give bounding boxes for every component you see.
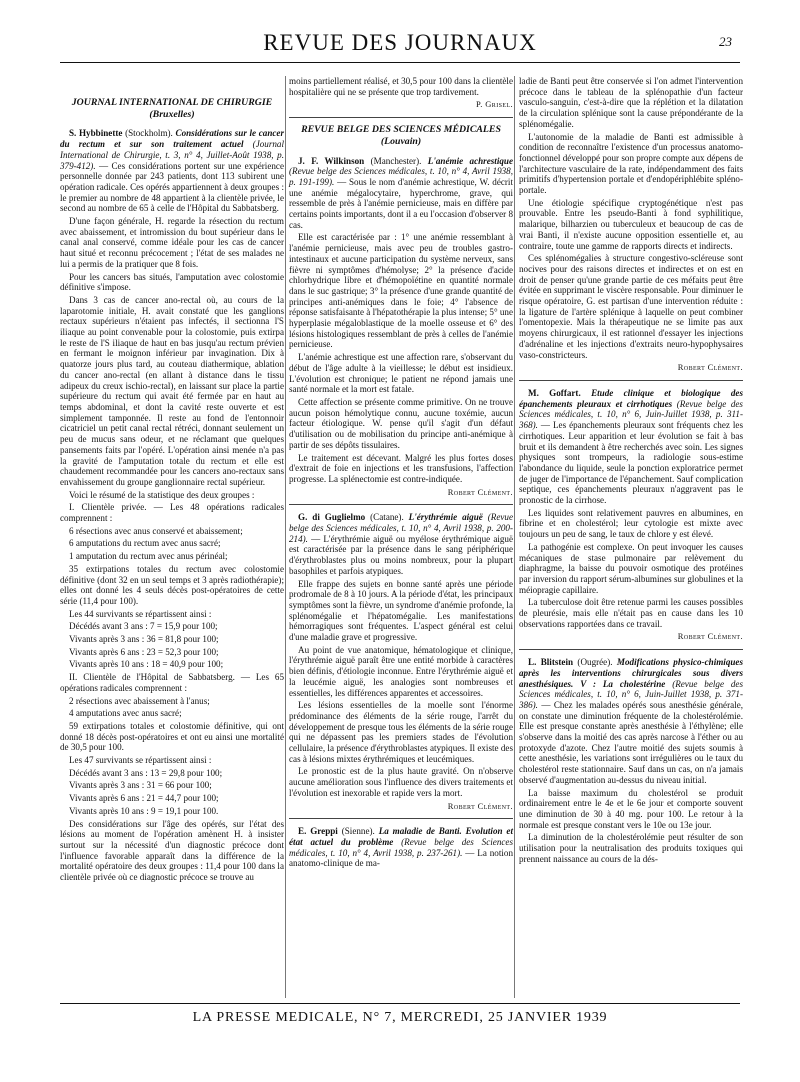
section-separator [289, 818, 513, 819]
abstract-source: (Revue belge des Sciences médicales, t. 10, n° 6, Juin-Juillet 1938, p. 311-368). [519, 398, 743, 431]
reviewer-signature: Robert Clément. [677, 362, 743, 373]
abstract-title: La maladie de Banti. Evolution et état actuel du problème [289, 826, 513, 847]
abstract-text: — L'érythrémie aiguë ou myélose érythrémique aiguë est caractérisée par la présence dans le sang périphérique d'érythroblastes plus ou moins nombreux, pour la plupart basophiles et parfois atypiques. [289, 533, 514, 576]
abstract-title: Modifications physico-chimiques après les interventions chirurgicales sous divers anesthésiques. V : La cholestérine [519, 657, 744, 689]
reviewer-signature: P. Grisel. [476, 99, 513, 110]
stat-line: Vivants après 3 ans : 36 = 81,8 pour 100; [69, 634, 219, 645]
abstract-source: (Revue belge des Sciences médicales, t. 10, n° 4, Avril 1938, p. 200-214). [289, 512, 513, 544]
abstract-place: (Manchester). [370, 155, 422, 166]
stat-line: 4 amputations avec anus sacré; [69, 708, 182, 719]
abstract-paragraph: Voici le résumé de la statistique des deux groupes : [69, 489, 255, 500]
stat-line: Les 47 survivants se répartissent ainsi : [69, 755, 212, 766]
journal-running-title: REVUE DES JOURNAUX [263, 30, 537, 55]
abstract-intro [519, 657, 743, 785]
abstract-text: — Ces considérations portent sur une expérience personnelle donnée par 243 patients, dont 113 subirent une opération radicale. Ces opérés appartiennent à deux groupes : le premier au nombre de 48 appartient à la clientèle privée, le second au nombre de 65 à celle de l'Hôpital du Sabbatsberg. [60, 160, 284, 214]
abstract-author: S. Hybbinette [69, 128, 123, 139]
stat-line: 59 extirpations totales et colostomie définitive, qui ont donné 18 décès post-opératoires et ont eu ainsi une mortalité de 30,5 pour 100. [60, 720, 284, 753]
abstract-source: (Journal International de Chirurgie, t. 3, n° 4, Juillet-Août 1938, p. 379-412). [60, 139, 284, 171]
journal-section-place: (Louvain) [380, 135, 422, 147]
abstract-paragraph: Le pronostic est de la plus haute gravité. On n'observe aucune amélioration sous l'influence des divers traitements et l'évolution est inexorable et rapide vers la mort. [289, 766, 513, 798]
abstract-paragraph: La pathogénie est complexe. On peut invoquer les causes mécaniques de stase pulmonaire par relèvement du diaphragme, la baisse du pouvoir osmotique des protéines par inversion du rapport sérum-albumines sur globulines et la méiopragie capillaire. [519, 541, 743, 595]
abstract-place: (Sienne). [341, 826, 375, 837]
stat-line: 2 résections avec abaissement à l'anus; [69, 695, 210, 706]
abstract-paragraph: Dans 3 cas de cancer ano-rectal où, au cours de la laparotomie initiale, H. avait constaté que les ganglions rectaux supérieurs n'étaient pas infectés, il sectionna l'S iliaque au point convenable pour la colostomie, puis extirpa le reste de l'S iliaque de haut en bas jusqu'au rectum prévien en fermant le moignon inférieur par invagination. Dix à quatorze jours plus tard, au couteau diathermique, ablation du cancer ano-rectal (en allant à distance dans le tissu adipeux du creux ischio-rectal), en laissant sur place la partie supérieure du rectum qui avait été fermée par en haut au temps abdominal, et dont la cavité reste ouverte et est simplement tamponnée. Il reste au fond de l'entonnoir cicatriciel un petit canal rectal rétréci, donnant seulement un peu de mucus sans odeur, et ne réclamant que quelques pansements faits par l'opéré. L'opération ainsi menée n'a pas la gravité de l'amputation totale du rectum et elle est chaudement recommandée pour les cancers ano-rectaux sans envahissement du groupe ganglionnaire rectal supérieur. [60, 294, 284, 487]
abstract-text: — Sous le nom d'anémie achrestique, W. décrit une anémie mégalocytaire, hyperchrome, grave, qui ressemble de près à l'anémie pernicieuse, mais en diffère par certains points importants, dont il a eu l'occasion d'observer 8 cas. [289, 176, 514, 230]
abstract-paragraph: Le traitement est décevant. Malgré les plus fortes doses d'extrait de foie en injections et les transfusions, l'affection progresse. La splénectomie est contre-indiquée. [289, 452, 513, 484]
stat-line: Décédés avant 3 ans : 13 = 29,8 pour 100; [69, 767, 223, 778]
abstract-title: Considérations sur le cancer du rectum et sur son traitement actuel [60, 128, 284, 150]
section-separator [519, 649, 743, 650]
abstract-author: M. Goffart. [528, 387, 581, 398]
header-rule [60, 62, 740, 63]
section-separator [519, 380, 743, 381]
abstract-title: L'anémie achrestique [427, 155, 513, 166]
abstract-paragraph: Au point de vue anatomique, hématologique et clinique, l'érythrémie aiguë paraît être une entité morbide à caractères bien définis, d'étiologie inconnue. Entre l'érythrémie aiguë et la leucémie aiguë, les analogies sont nombreuses et essentielles, les différences apparentes et accessoires. [289, 644, 513, 698]
abstract-paragraph: L'autonomie de la maladie de Banti est admissible à condition de reconnaître l'existence d'un processus anatomo-fonctionnel développé pour son propre compte aux dépens de l'architecture vasculaire de la rate, indépendamment des faits primitifs d'hypertension portale et d'endopériphlébite spléno-portale. [519, 131, 743, 196]
journal-section-title: REVUE BELGE DES SCIENCES MÉDICALES [301, 124, 501, 136]
abstract-paragraph: D'une façon générale, H. regarde la résection du rectum avec abaissement, et intromission du bout supérieur dans le canal anal conservé, comme idéale pour les cas de cancer haut situé et reconnu précocement ; l'état de ses malades ne lui a permis de la pratiquer que 8 fois. [60, 216, 284, 269]
abstract-paragraph: Pour les cancers bas situés, l'amputation avec colostomie définitive s'impose. [60, 271, 284, 293]
journal-section-place: (Bruxelles) [149, 108, 195, 120]
abstract-paragraph: La tuberculose doit être retenue parmi les causes possibles de pleurésie, mais elle n'était pas en cause dans les 10 observations rapportées dans ce travail. [519, 597, 743, 629]
abstract-author: E. Greppi [298, 826, 338, 837]
section-separator [289, 504, 513, 505]
reviewer-signature: Robert Clément. [677, 631, 743, 642]
abstract-paragraph: Cette affection se présente comme primitive. On ne trouve aucun poison hémolytique connu, aucune toxémie, aucun facteur étiologique. W. pense qu'il s'agit d'un défaut d'utilisation ou de mobilisation du principe anti-anémique à partir de ses dépôts tissulaires. [289, 396, 513, 450]
abstract-intro [289, 826, 513, 869]
column-divider-1 [285, 76, 286, 998]
journal-section-title: JOURNAL INTERNATIONAL DE CHIRURGIE [71, 97, 273, 108]
stat-line: 6 amputations du rectum avec anus sacré; [69, 538, 221, 549]
stat-line: 35 extirpations totales du rectum avec colostomie définitive (dont 32 en un seul temps et 3 après radiothérapie); elles ont donné les 4 seuls décès post-opératoires de cette série (11,4 pour 100). [60, 563, 284, 606]
abstract-author: L. Blitstein [528, 657, 574, 668]
stat-line: 1 amputation du rectum avec anus périnéal; [69, 551, 228, 562]
abstract-text: — La notion anatomo-clinique de ma- [289, 847, 513, 869]
section-separator [289, 117, 513, 118]
abstract-place: (Catane). [370, 512, 404, 523]
abstract-paragraph: La baisse maximum du cholestérol se produit ordinairement entre le 4e et le 6e jour et comporte souvent une diminution de 30 à 40 mg. pour 100. Le retour à la normale est presque constant vers le 10e ou 13e jour. [519, 787, 743, 830]
stat-line: 6 résections avec anus conservé et abaissement; [69, 525, 243, 536]
column-3 [519, 76, 743, 867]
abstract-author: G. di Guglielmo [298, 512, 366, 523]
abstract-source: (Revue belge des Sciences médicales, t. 10, n° 4, Avril 1938, p. 237-261). [289, 837, 513, 858]
abstract-title: Etude clinique et biologique des épanchements pleuraux et cirrhotiques [519, 387, 743, 409]
abstract-text: — Les épanchements pleuraux sont fréquents chez les cirrhotiques. Leur apparition et leur évolution se fait à bas bruit et ils demandent à être recherchés avec soin. Les signes physiques sont trompeurs, la radiologie sous-estime l'abondance du liquide, seule la ponction exploratrice permet de juger de l'importance de l'épanchement. Sauf complication septique, ces épanchements pleuraux n'aggravent pas le pronostic de la cirrhose. [519, 420, 743, 506]
abstract-intro [519, 388, 743, 506]
abstract-paragraph: Des considérations sur l'âge des opérés, sur l'état des lésions au moment de l'opération amènent H. à insister surtout sur la nécessité d'un diagnostic précoce dont l'influence favorable apparaît dans la différence de la mortalité opératoire des deux groupes : 11,4 pour 100 dans la clientèle privée où ce diagnostic précoce se trouve au [60, 818, 284, 883]
stat-line: Les 44 survivants se répartissent ainsi : [69, 608, 212, 619]
page-header [60, 30, 740, 60]
column-1 [60, 76, 284, 885]
stat-line: Vivants après 10 ans : 9 = 19,1 pour 100. [69, 805, 219, 816]
column-2 [289, 76, 513, 871]
abstract-author: J. F. Wilkinson [298, 155, 365, 166]
column-divider-2 [514, 76, 515, 998]
footer-rule [60, 1003, 740, 1004]
abstract-paragraph: Elle est caractérisée par : 1° une anémie ressemblant à l'anémie pernicieuse, mais avec peu de troubles gastro-intestinaux et aucune participation du système nerveux, sans fièvre ni symptômes d'hémolyse; 2° la présence d'acide chlorhydrique libre et d'hémopoïétine en quantité normale dans le suc gastrique; 3° la présence d'une grande quantité de principes anti-anémiques dans le foie; 4° l'absence de réponse satisfaisante à l'hépatothérapie la plus intense; 5° une hyperplasie mégaloblastique de la moelle osseuse et 6° des lésions histologiques ressemblant de près à celles de l'anémie pernicieuse. [289, 232, 513, 350]
abstract-text: — Chez les malades opérés sous anesthésie générale, on constate une diminution fréquente de la cholestérolémie. Elle est presque constante après anesthésie à l'éthylène; elle s'observe dans la moitié des cas après narcose à l'éther ou au protoxyde d'azote. Chez l'autre moitié des sujets soumis à cette anesthésie, les variations sont irrégulières ou le taux du cholestérol reste stationnaire. Sauf dans un cas, on n'a jamais observé d'augmentation au-dessus du niveau initial. [519, 699, 743, 785]
abstract-source: (Revue belge des Sciences médicales, t. 10, n° 4, Avril 1938, p. 191-199). [289, 166, 513, 187]
abstract-place: (Stockholm). [125, 128, 173, 139]
stat-line: Vivants après 3 ans : 31 = 66 pour 100; [69, 780, 212, 791]
stat-line: Décédés avant 3 ans : 7 = 15,9 pour 100; [69, 621, 218, 632]
statistics-list [60, 502, 284, 816]
continued-text: moins partiellement réalisé, et 30,5 pour 100 dans la clientèle hospitalière qui ne se présente que trop tardivement. [289, 76, 513, 97]
stat-line: Vivants après 6 ans : 21 = 44,7 pour 100; [69, 793, 219, 804]
abstract-place: (Ougrée). [577, 657, 613, 668]
abstract-intro [60, 128, 284, 214]
abstract-paragraph: Les liquides sont relativement pauvres en albumines, en fibrine et en cholestérol; leur cytologie est mixte avec toujours un peu de sang, le taux de chlore y est élevé. [519, 507, 743, 540]
page-footer: LA PRESSE MEDICALE, N° 7, MERCREDI, 25 JANVIER 1939 [192, 1010, 608, 1025]
reviewer-signature: Robert Clément. [447, 800, 513, 811]
stat-line: Vivants après 6 ans : 23 = 52,3 pour 100; [69, 646, 219, 657]
page-number: 23 [719, 34, 732, 49]
stat-line: I. Clientèle privée. — Les 48 opérations radicales comprennent : [60, 502, 284, 524]
abstract-intro [289, 156, 513, 231]
stat-line: II. Clientèle de l'Hôpital de Sabbatsberg. — Les 65 opérations radicales comprennent : [60, 672, 284, 693]
abstract-paragraph: Elle frappe des sujets en bonne santé après une période prodromale de 8 à 10 jours. A la période d'état, les principaux symptômes sont la fièvre, un syndrome d'anémie profonde, la splénomégalie et l'hépatomégalie. Les manifestations hémorragiques sont fréquentes. L'aspect général est celui d'une maladie grave et progressive. [289, 578, 513, 643]
abstract-paragraph: L'anémie achrestique est une affection rare, s'observant du début de l'âge adulte à la vieillesse; le début est insidieux. L'évolution est chronique; le patient ne répond jamais une santé normale et la mort est fatale. [289, 352, 513, 395]
abstract-source: (Revue belge des Sciences médicales, t. 10, n° 6, Juin-Juillet 1938, p. 371-386). [519, 678, 743, 710]
abstract-paragraph: Une étiologie spécifique cryptogénétique n'est pas prouvable. Entre les pseudo-Banti à fond syphilitique, malarique, bilharzien ou tuberculeux et beaucoup de cas de vrai Banti, il n'existe aucune opposition essentielle et, au contraire, toute une gamme de rapports directs et indirects. [519, 197, 743, 251]
abstract-paragraph: Ces splénomégalies à structure congestivo-scléreuse sont nocives pour des raisons directes et indirectes et on est en droit de penser qu'une grande partie de ces méfaits peut être évitée en supprimant le viscère responsable. Pour diminuer le risque opératoire, G. est partisan d'une intervention réduite : la ligature de l'artère splénique à laquelle on peut combiner l'omentopexie. Mais la thérapeutique ne se limite pas aux moyens chirurgicaux, il est rationnel d'essayer les injections d'adrénaline et les injections d'extraits neuro-hypophysaires vaso-constricteurs. [519, 253, 743, 360]
abstract-title: L'érythrémie aiguë [408, 512, 483, 523]
abstract-paragraph: La diminution de la cholestérolémie peut résulter de son utilisation pour la neutralisation des produits toxiques qui prennent naissance au cours de la dés- [519, 832, 743, 864]
abstract-paragraph: Les lésions essentielles de la moelle sont l'énorme prédominance des éléments de la série rouge, l'arrêt du développement de presque tous les éléments de la série rouge qui ne dépassent pas les premiers stades de l'évolution cellulaire, la présence d'érythroblastes atypiques. Il existe des cas à lésions mixtes érythrémiques et leucémiques. [289, 700, 513, 764]
reviewer-signature: Robert Clément. [447, 486, 513, 497]
abstract-intro [289, 512, 513, 576]
stat-line: Vivants après 10 ans : 18 = 40,9 pour 100; [69, 659, 224, 670]
continued-text: ladie de Banti peut être conservée si l'on admet l'intervention précoce dans le tableau de la splénopathie d'un facteur vasculo-sanguin, c'est-à-dire que la réplétion et la dilatation de la circulation splénique sont la cause prépondérante de la splénomégalie. [519, 76, 743, 129]
